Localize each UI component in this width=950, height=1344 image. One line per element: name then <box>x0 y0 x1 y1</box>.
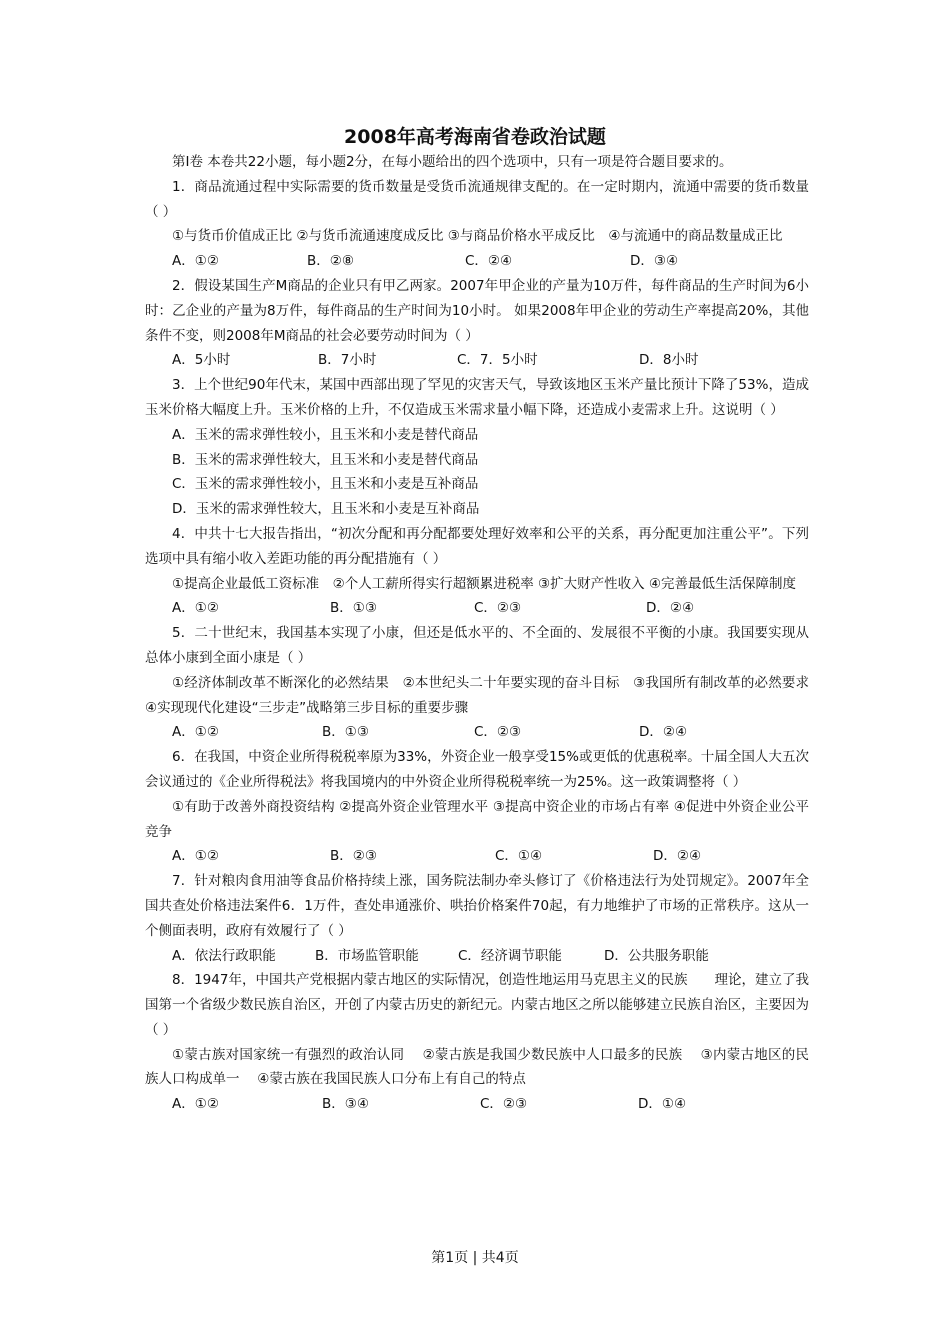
question-6-option-c: C．①④ <box>495 848 543 865</box>
question-6-options <box>145 844 809 869</box>
question-4-option-d: D．②④ <box>646 600 695 617</box>
question-5-option-d: D．②④ <box>639 724 688 741</box>
question-1-options <box>145 249 809 274</box>
question-2-stem: 2．假设某国生产M商品的企业只有甲乙两家。2007年甲企业的产量为10万件，每件商品的生产时间为6小时：乙企业的产量为8万件，每件商品的生产时间为10小时。 如果2008年甲企业的劳动生产率提高20%，其他条件不变，则2008年M商品的社会必要劳动时间为（ ） <box>145 277 809 344</box>
question-2-option-a: A．5小时 <box>172 352 231 369</box>
page-footer: 第1页 | 共4页 <box>431 1250 519 1266</box>
question-5-option-c: C．②③ <box>474 724 522 741</box>
question-5-options <box>145 720 809 745</box>
question-6-option-a: A．①② <box>172 848 219 865</box>
question-8-option-c: C．②③ <box>480 1096 528 1113</box>
exam-content <box>145 150 827 1117</box>
question-7-options <box>145 944 809 969</box>
question-6-stem: 6．在我国，中资企业所得税税率原为33%，外资企业一般享受15%或更低的优惠税率。十届全国人大五次会议通过的《企业所得税法》将我国境内的中外资企业所得税税率统一为25%。这一政策调整将（ ） <box>145 749 809 790</box>
question-3-option-a <box>145 423 809 448</box>
question-1-option-d: D．③④ <box>630 253 679 270</box>
question-3-option-d <box>145 497 809 522</box>
question-1-items: ①与货币价值成正比 ②与货币流通速度成反比 ③与商品价格水平成反比 ④与流通中的商品数量成正比 <box>172 228 783 245</box>
question-7-option-d: D．公共服务职能 <box>604 947 709 964</box>
question-3-option-c <box>145 472 809 497</box>
question-5-items: ①经济体制改革不断深化的必然结果 ②本世纪头二十年要实现的奋斗目标 ③我国所有制改革的必然要求 ④实现现代化建设“三步走”战略第三步目标的重要步骤 <box>145 674 827 716</box>
question-4-option-b: B．①③ <box>330 600 377 617</box>
question-8-option-d: D．①④ <box>638 1096 687 1113</box>
question-1-stem: 1．商品流通过程中实际需要的货币数量是受货币流通规律支配的。在一定时期内，流通中需要的货币数量（ ） <box>145 178 809 220</box>
question-4-options <box>145 596 809 621</box>
question-2-option-b: B．7小时 <box>318 352 377 369</box>
question-3-option-d-text: D．玉米的需求弹性较大，且玉米和小麦是互补商品 <box>172 501 480 518</box>
question-3-option-b <box>145 448 809 473</box>
question-3-option-c-text: C．玉米的需求弹性较小，且玉米和小麦是互补商品 <box>172 476 479 493</box>
question-5-stem: 5．二十世纪末，我国基本实现了小康，但还是低水平的、不全面的、发展很不平衡的小康。我国要实现从总体小康到全面小康是（ ） <box>145 625 809 666</box>
question-6-items: ①有助于改善外商投资结构 ②提高外资企业管理水平 ③提高中资企业的市场占有率 ④促进中外资企业公平竞争 <box>145 798 809 840</box>
question-3-option-b-text: B．玉米的需求弹性较大，且玉米和小麦是替代商品 <box>172 451 479 468</box>
question-4-option-c: C．②③ <box>474 600 522 617</box>
question-8-stem: 8．1947年，中国共产党根据内蒙古地区的实际情况，创造性地运用马克思主义的民族 理论，建立了我国第一个省级少数民族自治区，开创了内蒙古历史的新纪元。内蒙古地区之所以能够建立民族自治区，主要因为（ ） <box>145 972 809 1038</box>
question-7-option-b: B．市场监管职能 <box>315 947 419 964</box>
question-7-stem: 7．针对粮肉食用油等食品价格持续上涨，国务院法制办牵头修订了《价格违法行为处罚规定》。2007年全国共查处价格违法案件6．1万件，查处串通涨价、哄抬价格案件70起，有力地维护了市场的正常秩序。这从一个侧面表明，政府有效履行了（ ） <box>145 873 809 939</box>
question-5-option-a: A．①② <box>172 724 219 741</box>
question-1-option-b: B．②⑧ <box>307 253 354 270</box>
question-4-option-a: A．①② <box>172 600 219 617</box>
page-title: 2008年高考海南省卷政治试题 <box>344 126 606 148</box>
question-1-option-c: C．②④ <box>465 253 513 270</box>
question-8-option-b: B．③④ <box>322 1096 369 1113</box>
question-7-option-c: C．经济调节职能 <box>458 947 562 964</box>
question-2-option-d: D．8小时 <box>639 352 699 369</box>
question-2-options <box>145 348 809 373</box>
question-4-items: ①提高企业最低工资标准 ②个人工薪所得实行超额累进税率 ③扩大财产性收入 ④完善最低生活保障制度 <box>172 575 796 592</box>
question-7-option-a: A．依法行政职能 <box>172 947 276 964</box>
question-2-option-c: C．7．5小时 <box>457 352 538 369</box>
question-6-option-d: D．②④ <box>653 848 702 865</box>
question-8-options <box>145 1092 809 1117</box>
question-3-stem: 3．上个世纪90年代末，某国中西部出现了罕见的灾害天气，导致该地区玉米产量比预计下降了53%，造成玉米价格大幅度上升。玉米价格的上升，不仅造成玉米需求量小幅下降，还造成小麦需求上升。这说明（ ） <box>145 377 809 418</box>
question-3-option-a-text: A．玉米的需求弹性较小，且玉米和小麦是替代商品 <box>172 426 479 443</box>
question-8-option-a: A．①② <box>172 1096 219 1113</box>
question-6-option-b: B．②③ <box>330 848 377 865</box>
question-5-option-b: B．①③ <box>322 724 369 741</box>
section-intro: 第Ⅰ卷 本卷共22小题，每小题2分，在每小题给出的四个选项中，只有一项是符合题目要求的。 <box>172 154 733 170</box>
question-8-items: ①蒙古族对国家统一有强烈的政治认同 ②蒙古族是我国少数民族中人口最多的民族 ③内蒙古地区的民族人口构成单一 ④蒙古族在我国民族人口分布上有自己的特点 <box>145 1046 809 1088</box>
question-1-option-a: A．①② <box>172 253 219 270</box>
question-4-stem: 4．中共十七大报告指出，“初次分配和再分配都要处理好效率和公平的关系，再分配更加注重公平”。下列选项中具有缩小收入差距功能的再分配措施有（ ） <box>145 525 809 567</box>
